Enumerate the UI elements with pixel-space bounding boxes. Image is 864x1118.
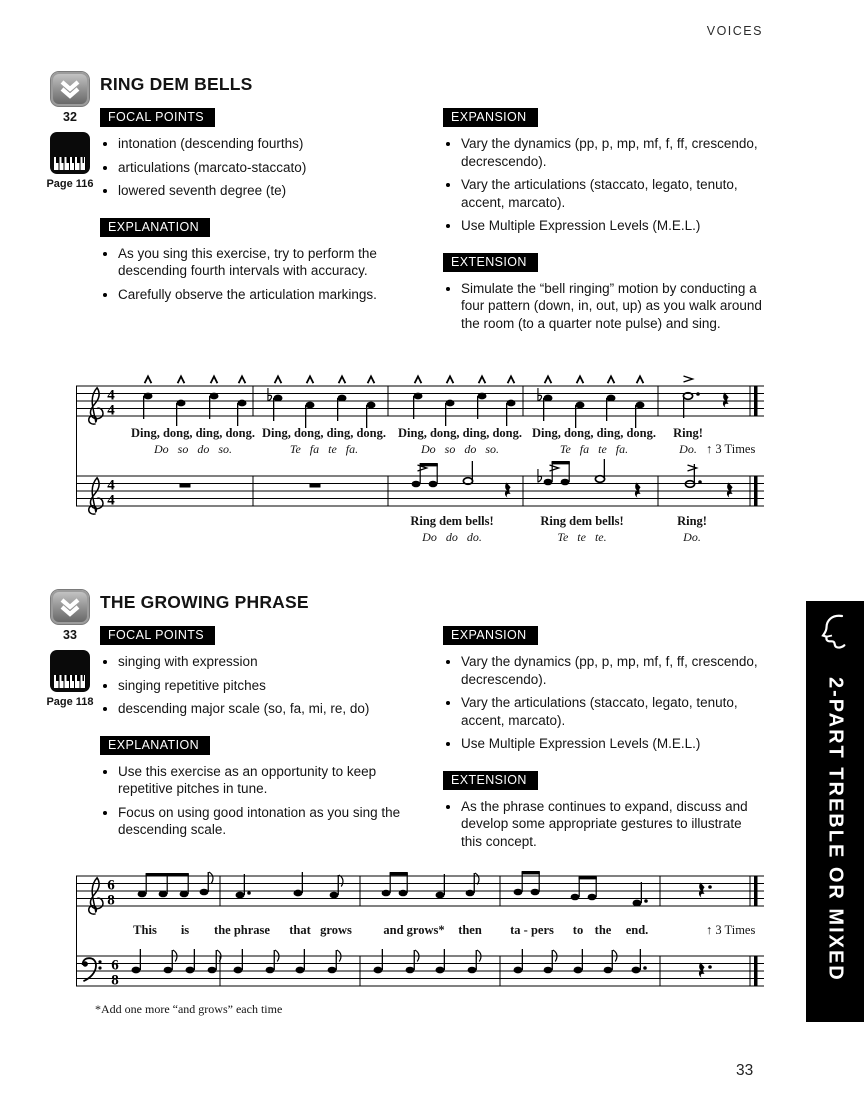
download-arrow-icon [56, 77, 84, 101]
explanation-item: • Use this exercise as an opportunity to keep repetitive pitches in tune. [118, 763, 430, 798]
time-signature-top: 6 [107, 877, 115, 894]
repeat-instruction: ↑ 3 Times [706, 923, 756, 937]
expansion-item: • Use Multiple Expression Levels (M.E.L.) [461, 735, 765, 753]
piano-keys [54, 157, 86, 170]
focal-point-item: • singing with expression [118, 653, 430, 671]
lyric-group [398, 426, 522, 457]
chapter-tab [806, 601, 864, 1022]
focal-point-item: • intonation (descending fourths) [118, 135, 430, 153]
footnote: *Add one more “and grows” each time [95, 1002, 283, 1016]
piano-icon [50, 650, 90, 692]
track-number: 33 [63, 628, 77, 642]
exercise1-right-column [443, 108, 765, 338]
expansion-item: • Vary the dynamics (pp, p, mp, mf, f, ff, crescendo, decrescendo). [461, 653, 765, 688]
expansion-item: • Vary the articulations (staccato, legato, tenuto, accent, marcato). [461, 176, 765, 211]
lyric-text: Ding, dong, ding, dong. [261, 426, 387, 440]
music-system-ring-dem-bells [70, 372, 770, 567]
time-signature-top: 4 [107, 477, 115, 494]
lyric-group [131, 426, 255, 457]
lyric-word: to [572, 923, 584, 937]
time-signature-top: 4 [107, 387, 115, 404]
lyric-text: Ring! [673, 426, 703, 440]
repeat-instruction: ↑ 3 Times [706, 442, 756, 456]
lyric-word: the phrase [214, 923, 270, 937]
time-signature-bottom: 4 [107, 492, 115, 509]
solfege-text: Do so do so. [420, 442, 500, 456]
focal-point-item: • singing repetitive pitches [118, 677, 430, 695]
lyric-text: Ding, dong, ding, dong. [397, 426, 523, 440]
solfege-text: Te fa te fa. [289, 442, 359, 456]
lyric-word: and grows* [383, 923, 445, 937]
lyric-word: is [180, 923, 190, 937]
lyric-text: Ring dem bells! [410, 514, 494, 528]
exercise-title: RING DEM BELLS [100, 74, 253, 94]
piano-keys [54, 675, 86, 688]
extension-item: • Simulate the “bell ringing” motion by conducting a four pattern (down, in, out, up) as you walk around the room (to a quarter note pulse) and sing. [461, 280, 765, 333]
lyric-word: ta - pers [510, 923, 554, 937]
marcato-accents [145, 376, 693, 383]
page-number: 33 [736, 1062, 754, 1079]
treble-clef-icon [89, 388, 103, 514]
lyric-text: Ring! [677, 514, 707, 528]
lyric-group [677, 514, 707, 545]
focal-point-item: • lowered seventh degree (te) [118, 182, 430, 200]
chapter-tab-label: 2-PART TREBLE OR MIXED [824, 677, 847, 982]
explanation-item: • Focus on using good intonation as you sing the descending scale. [118, 804, 430, 839]
solfege-text: Te te te. [557, 530, 607, 544]
focal-point-item: • descending major scale (so, fa, mi, re, do) [118, 700, 430, 718]
explanation-label: EXPLANATION [100, 218, 210, 237]
exercise1-media-column [44, 72, 96, 190]
lyric-word: that [289, 923, 311, 937]
lyric-word: then [458, 923, 482, 937]
lyric-text: Ding, dong, ding, dong. [130, 426, 256, 440]
lyric-group [262, 426, 386, 457]
track-number: 32 [63, 110, 77, 124]
expansion-label: EXPANSION [443, 626, 538, 645]
time-signature-bottom: 8 [107, 892, 115, 909]
extension-label: EXTENSION [443, 253, 538, 272]
lyric-word: the [594, 923, 612, 937]
solfege-text: Do so do so. [153, 442, 233, 456]
lyric-group [410, 514, 493, 545]
download-arrow-icon [56, 595, 84, 619]
download-icon [51, 72, 89, 106]
lyric-group [673, 426, 703, 457]
explanation-label: EXPLANATION [100, 736, 210, 755]
lyric-word: end. [625, 923, 649, 937]
focal-point-item: • articulations (marcato-staccato) [118, 159, 430, 177]
extension-label: EXTENSION [443, 771, 538, 790]
extension-list [443, 280, 765, 333]
exercise2-right-column [443, 626, 765, 856]
explanation-list [100, 245, 430, 304]
focal-points-label: FOCAL POINTS [100, 626, 215, 645]
focal-points-list [100, 135, 430, 200]
extension-item: • As the phrase continues to expand, discuss and develop some appropriate gestures to illustrate this concept. [461, 798, 765, 851]
focal-points-label: FOCAL POINTS [100, 108, 215, 127]
expansion-list [443, 135, 765, 235]
lyric-group [540, 514, 623, 545]
lyric-word: grows [320, 923, 352, 937]
piano-icon [50, 132, 90, 174]
focal-points-list [100, 653, 430, 718]
singer-face-icon [817, 610, 853, 656]
page-reference: Page 116 [46, 178, 94, 190]
lyric-text: Ring dem bells! [540, 514, 624, 528]
lyric-text: Ding, dong, ding, dong. [531, 426, 657, 440]
solfege-text: Do. [679, 442, 697, 456]
solfege-text: Do. [683, 530, 701, 544]
lyric-word: This [133, 923, 157, 937]
solfege-text: Te fa te fa. [559, 442, 629, 456]
voice2-notes [180, 459, 733, 498]
explanation-item: • Carefully observe the articulation markings. [118, 286, 430, 304]
explanation-list [100, 763, 430, 839]
page-header: VOICES [706, 24, 763, 38]
exercise2-media-column [44, 590, 96, 708]
exercise2-left-column [100, 626, 430, 845]
expansion-list [443, 653, 765, 753]
expansion-item: • Vary the articulations (staccato, legato, tenuto, accent, marcato). [461, 694, 765, 729]
download-icon [51, 590, 89, 624]
lyric-group [532, 426, 656, 457]
page-reference: Page 118 [46, 696, 94, 708]
expansion-item: • Vary the dynamics (pp, p, mp, mf, f, ff, crescendo, decrescendo). [461, 135, 765, 170]
explanation-item: • As you sing this exercise, try to perform the descending fourth intervals with accuracy. [118, 245, 430, 280]
exercise-title: THE GROWING PHRASE [100, 592, 309, 612]
bass-clef-icon [83, 958, 102, 981]
extension-list [443, 798, 765, 851]
solfege-text: Do do do. [422, 530, 482, 544]
time-signature-bottom: 4 [107, 402, 115, 419]
time-signature-bottom: 8 [111, 972, 119, 989]
expansion-item: • Use Multiple Expression Levels (M.E.L.) [461, 217, 765, 235]
exercise1-left-column [100, 108, 430, 309]
music-system-growing-phrase [70, 866, 770, 1034]
expansion-label: EXPANSION [443, 108, 538, 127]
time-signature-top: 6 [111, 957, 119, 974]
